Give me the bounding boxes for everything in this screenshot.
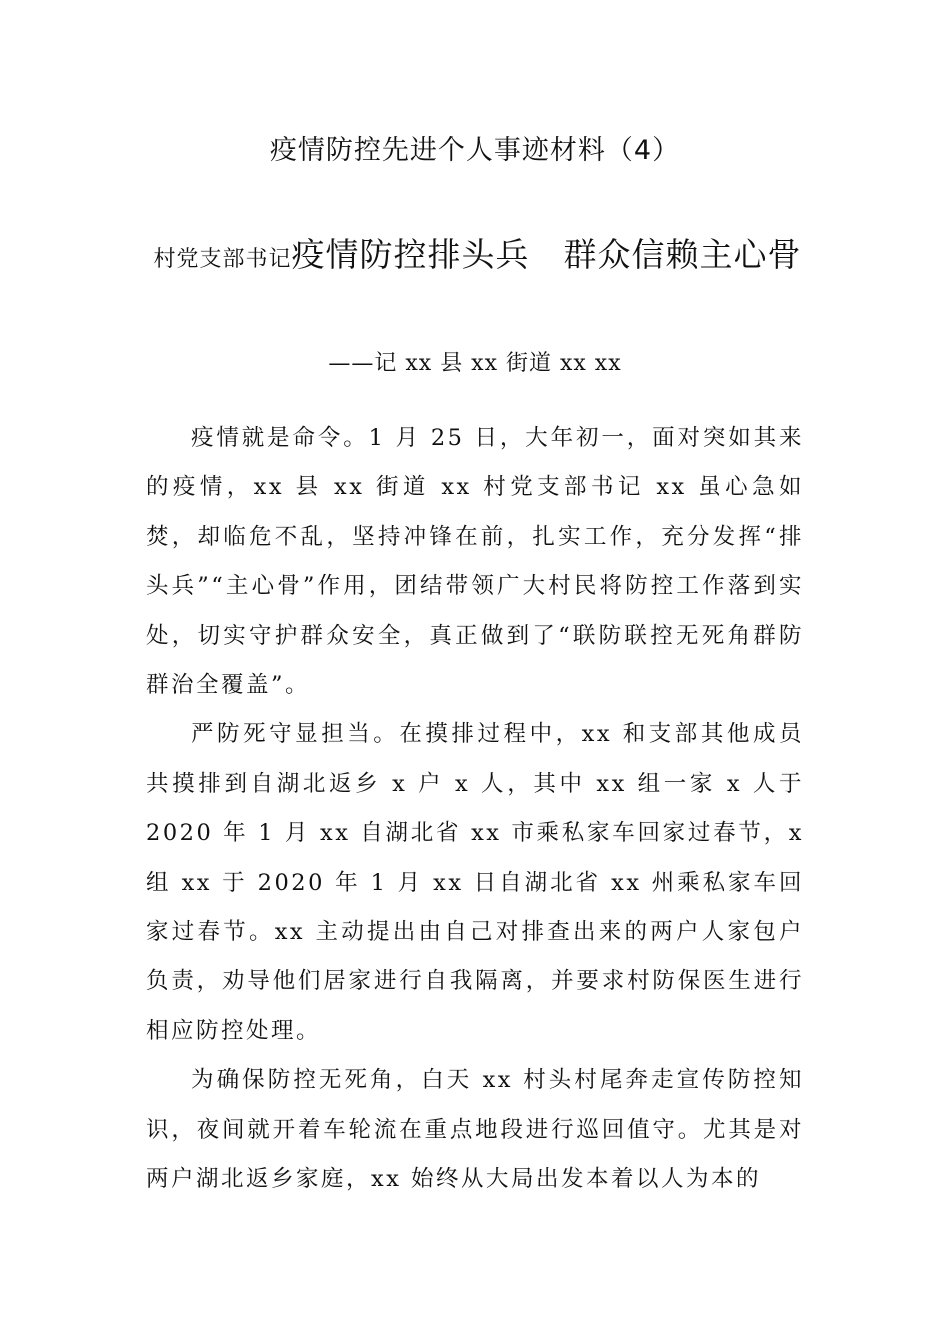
article-byline: ——记 xx 县 xx 街道 xx xx: [328, 351, 622, 376]
document-title: 疫情防控先进个人事迹材料（4）: [269, 135, 681, 166]
body-paragraph: 疫情就是命令。1 月 25 日，大年初一，面对突如其来的疫情，xx 县 xx 街道 xx 村党支部书记 xx 虽心急如焚，却临危不乱，坚持冲锋在前，扎实工作，充分发挥“排头兵”“主心骨”作用，团结带领广大村民将防控工作落到实处，切实守护群众安全，真正做到了“联防联控无死角群防群治全覆盖”。: [146, 425, 804, 699]
article-headline: [145, 229, 810, 286]
headline-prefix: 村党支部书记: [153, 247, 292, 272]
body-paragraph: 为确保防控无死角，白天 xx 村头村尾奔走宣传防控知识，夜间就开着车轮流在重点地段进行巡回值守。尤其是对两户湖北返乡家庭，xx 始终从大局出发本着以人为本的: [146, 1067, 804, 1193]
headline-main: 疫情防控排头兵 群众信赖主心骨: [291, 235, 802, 274]
body-paragraph: 严防死守显担当。在摸排过程中，xx 和支部其他成员共摸排到自湖北返乡 x 户 x 人，其中 xx 组一家 x 人于 2020 年 1 月 xx 自湖北省 xx 市乘私家车回家过春节，x 组 xx 于 2020 年 1 月 xx 日自湖北省 xx 州乘私家车回家过春节。xx 主动提出由自己对排查出来的两户人家包户负责，劝导他们居家进行自我隔离，并要求村防保医生进行相应防控处理。: [146, 721, 804, 1044]
article-body: [146, 414, 804, 1205]
